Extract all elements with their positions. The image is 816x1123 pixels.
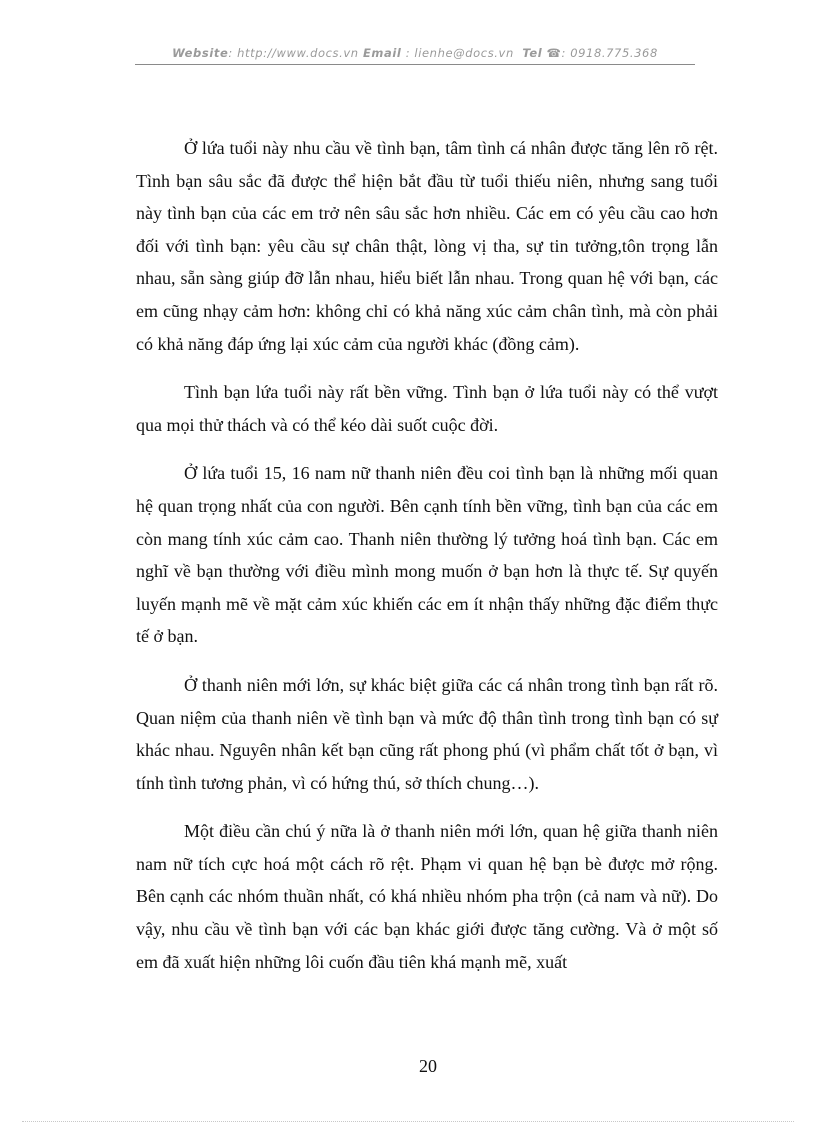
paragraph-3: Ở lứa tuổi 15, 16 nam nữ thanh niên đều coi tình bạn là những mối quan hệ quan trọng nhất của con người. Bên cạnh tính bền vững, tình bạn của các em còn mang tính xúc cảm cao. Thanh niên thường lý tưởng hoá tình bạn. Các em nghĩ về bạn thường với điều mình mong muốn ở bạn hơn là thực tế. Sự quyến luyến mạnh mẽ về mặt cảm xúc khiến các em ít nhận thấy những đặc điểm thực tế ở bạn. bbox=[136, 463, 718, 647]
tel-label: Tel bbox=[522, 46, 543, 60]
email-label: Email bbox=[362, 46, 402, 60]
body-text bbox=[136, 132, 718, 994]
page-bottom-border bbox=[22, 1121, 794, 1122]
email-value: : lienhe@docs.vn bbox=[405, 46, 514, 60]
website-label: Website bbox=[172, 46, 229, 60]
tel-value: : 0918.775.368 bbox=[561, 46, 658, 60]
page-number: 20 bbox=[419, 1056, 437, 1076]
phone-icon: ☎ bbox=[546, 46, 562, 60]
paragraph-4: Ở thanh niên mới lớn, sự khác biệt giữa các cá nhân trong tình bạn rất rõ. Quan niệm của thanh niên về tình bạn và mức độ thân tình trong tình bạn có sự khác nhau. Nguyên nhân kết bạn cũng rất phong phú (vì phẩm chất tốt ở bạn, vì tính tình tương phản, vì có hứng thú, sở thích chung…). bbox=[136, 674, 718, 793]
paragraph-2: Tình bạn lứa tuổi này rất bền vững. Tình bạn ở lứa tuổi này có thể vượt qua mọi thử thách và có thể kéo dài suốt cuộc đời. bbox=[136, 382, 718, 435]
website-value: : http://www.docs.vn bbox=[228, 46, 359, 60]
paragraph-1: Ở lứa tuổi này nhu cầu về tình bạn, tâm tình cá nhân được tăng lên rõ rệt. Tình bạn sâu sắc đã được thể hiện bắt đầu từ tuổi thiếu niên, nhưng sang tuổi này tình bạn của các em trở nên sâu sắc hơn nhiều. Các em có yêu cầu cao hơn đối với tình bạn: yêu cầu sự chân thật, lòng vị tha, sự tin tưởng,tôn trọng lẫn nhau, sẵn sàng giúp đỡ lẫn nhau, hiểu biết lẫn nhau. Trong quan hệ với bạn, các em cũng nhạy cảm hơn: không chỉ có khả năng xúc cảm chân tình, mà còn phải có khả năng đáp ứng lại xúc cảm của người khác (đồng cảm). bbox=[136, 138, 718, 354]
header-rule bbox=[135, 64, 695, 65]
page-header bbox=[135, 46, 695, 60]
paragraph-5: Một điều cần chú ý nữa là ở thanh niên mới lớn, quan hệ giữa thanh niên nam nữ tích cực hoá một cách rõ rệt. Phạm vi quan hệ bạn bè được mở rộng. Bên cạnh các nhóm thuần nhất, có khá nhiều nhóm pha trộn (cả nam và nữ). Do vậy, nhu cầu về tình bạn với các bạn khác giới được tăng cường. Và ở một số em đã xuất hiện những lôi cuốn đầu tiên khá mạnh mẽ, xuất bbox=[136, 821, 718, 972]
